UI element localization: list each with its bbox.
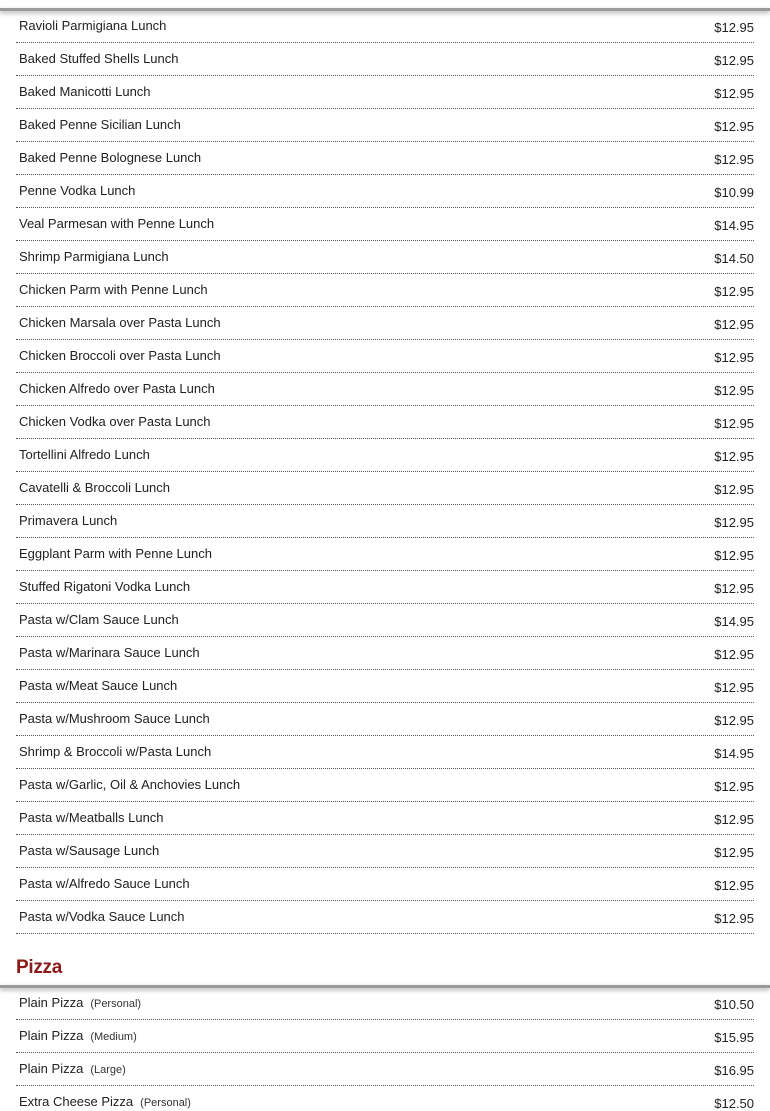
item-price: $12.95 bbox=[714, 119, 754, 134]
menu-item-row[interactable] bbox=[16, 1020, 754, 1053]
menu-item-row[interactable] bbox=[16, 987, 754, 1020]
item-price: $12.95 bbox=[714, 812, 754, 827]
menu-item-row[interactable] bbox=[16, 835, 754, 868]
menu-item-row[interactable] bbox=[16, 208, 754, 241]
menu-item-row[interactable] bbox=[16, 901, 754, 934]
menu-item-row[interactable] bbox=[16, 43, 754, 76]
pizza-list bbox=[16, 987, 754, 1111]
item-name: Chicken Marsala over Pasta Lunch bbox=[19, 315, 221, 330]
item-size: (Medium) bbox=[90, 1031, 137, 1043]
item-price: $14.95 bbox=[714, 218, 754, 233]
item-price: $12.95 bbox=[714, 53, 754, 68]
item-name: Pasta w/Meatballs Lunch bbox=[19, 810, 164, 825]
item-name: Tortellini Alfredo Lunch bbox=[19, 447, 150, 462]
pizza-section-title: Pizza bbox=[16, 957, 63, 978]
menu-item-row[interactable] bbox=[16, 142, 754, 175]
item-price: $12.95 bbox=[714, 416, 754, 431]
lunch-pasta-list bbox=[16, 10, 754, 934]
item-price: $12.95 bbox=[714, 713, 754, 728]
item-name: Chicken Broccoli over Pasta Lunch bbox=[19, 348, 221, 363]
item-name-group bbox=[16, 1086, 191, 1111]
menu-item-row[interactable] bbox=[16, 109, 754, 142]
item-price: $12.95 bbox=[714, 482, 754, 497]
item-price: $16.95 bbox=[714, 1063, 754, 1078]
item-name: Chicken Alfredo over Pasta Lunch bbox=[19, 381, 215, 396]
item-price: $12.95 bbox=[714, 383, 754, 398]
item-name: Baked Stuffed Shells Lunch bbox=[19, 51, 179, 66]
item-name: Pasta w/Vodka Sauce Lunch bbox=[19, 909, 185, 924]
menu-item-row[interactable] bbox=[16, 868, 754, 901]
menu-item-row[interactable] bbox=[16, 274, 754, 307]
item-size: (Personal) bbox=[140, 1097, 191, 1109]
menu-item-row[interactable] bbox=[16, 604, 754, 637]
item-name: Baked Manicotti Lunch bbox=[19, 84, 151, 99]
item-price: $12.95 bbox=[714, 647, 754, 662]
item-name-group bbox=[16, 987, 141, 1012]
item-name: Penne Vodka Lunch bbox=[19, 183, 136, 198]
menu-item-row[interactable] bbox=[16, 439, 754, 472]
item-name: Pasta w/Mushroom Sauce Lunch bbox=[19, 711, 210, 726]
menu-item-row[interactable] bbox=[16, 1053, 754, 1086]
menu-item-row[interactable] bbox=[16, 406, 754, 439]
item-name: Pasta w/Alfredo Sauce Lunch bbox=[19, 876, 190, 891]
item-name: Primavera Lunch bbox=[19, 513, 118, 528]
item-price: $12.95 bbox=[714, 449, 754, 464]
menu-item-row[interactable] bbox=[16, 571, 754, 604]
item-name: Eggplant Parm with Penne Lunch bbox=[19, 546, 212, 561]
item-name-group bbox=[16, 1020, 137, 1045]
item-name: Plain Pizza bbox=[19, 1028, 84, 1043]
item-name: Pasta w/Garlic, Oil & Anchovies Lunch bbox=[19, 777, 241, 792]
item-price: $12.95 bbox=[714, 581, 754, 596]
item-price: $12.95 bbox=[714, 878, 754, 893]
item-price: $12.95 bbox=[714, 548, 754, 563]
item-price: $14.50 bbox=[714, 251, 754, 266]
item-size: (Large) bbox=[90, 1064, 126, 1076]
menu-item-row[interactable] bbox=[16, 472, 754, 505]
item-name: Pasta w/Marinara Sauce Lunch bbox=[19, 645, 200, 660]
item-price: $12.95 bbox=[714, 284, 754, 299]
menu-item-row[interactable] bbox=[16, 340, 754, 373]
item-name: Baked Penne Sicilian Lunch bbox=[19, 117, 181, 132]
menu-item-row[interactable] bbox=[16, 76, 754, 109]
item-name: Chicken Parm with Penne Lunch bbox=[19, 282, 208, 297]
item-price: $15.95 bbox=[714, 1030, 754, 1045]
item-price: $12.95 bbox=[714, 86, 754, 101]
item-price: $10.50 bbox=[714, 997, 754, 1012]
item-price: $14.95 bbox=[714, 614, 754, 629]
item-price: $12.95 bbox=[714, 680, 754, 695]
item-price: $12.95 bbox=[714, 317, 754, 332]
item-price: $12.95 bbox=[714, 779, 754, 794]
item-price: $12.95 bbox=[714, 152, 754, 167]
menu-item-row[interactable] bbox=[16, 307, 754, 340]
item-name: Pasta w/Sausage Lunch bbox=[19, 843, 160, 858]
menu-item-row[interactable] bbox=[16, 373, 754, 406]
menu-item-row[interactable] bbox=[16, 175, 754, 208]
menu-item-row[interactable] bbox=[16, 802, 754, 835]
item-size: (Personal) bbox=[90, 998, 142, 1010]
item-name: Chicken Vodka over Pasta Lunch bbox=[19, 414, 211, 429]
item-price: $12.95 bbox=[714, 845, 754, 860]
item-name-group bbox=[16, 1053, 126, 1078]
menu-item-row[interactable] bbox=[16, 769, 754, 802]
item-name: Pasta w/Meat Sauce Lunch bbox=[19, 678, 178, 693]
item-name: Extra Cheese Pizza bbox=[19, 1094, 134, 1109]
item-name: Stuffed Rigatoni Vodka Lunch bbox=[19, 579, 191, 594]
item-price: $12.95 bbox=[714, 515, 754, 530]
item-name: Plain Pizza bbox=[19, 995, 84, 1010]
item-name: Pasta w/Clam Sauce Lunch bbox=[19, 612, 179, 627]
item-price: $12.95 bbox=[714, 911, 754, 926]
item-price: $10.99 bbox=[714, 185, 754, 200]
item-name: Plain Pizza bbox=[19, 1061, 84, 1076]
menu-item-row[interactable] bbox=[16, 538, 754, 571]
menu-item-row[interactable] bbox=[16, 670, 754, 703]
item-name: Shrimp Parmigiana Lunch bbox=[19, 249, 169, 264]
item-price: $14.95 bbox=[714, 746, 754, 761]
menu-item-row[interactable] bbox=[16, 505, 754, 538]
menu-item-row[interactable] bbox=[16, 10, 754, 43]
menu-item-row[interactable] bbox=[16, 241, 754, 274]
menu-item-row[interactable] bbox=[16, 703, 754, 736]
item-price: $12.95 bbox=[714, 350, 754, 365]
item-name: Ravioli Parmigiana Lunch bbox=[19, 18, 167, 33]
item-name: Baked Penne Bolognese Lunch bbox=[19, 150, 202, 165]
item-name: Cavatelli & Broccoli Lunch bbox=[19, 480, 171, 495]
item-price: $12.50 bbox=[714, 1096, 754, 1111]
item-price: $12.95 bbox=[714, 20, 754, 35]
menu-item-row[interactable] bbox=[16, 736, 754, 769]
item-name: Veal Parmesan with Penne Lunch bbox=[19, 216, 215, 231]
menu-item-row[interactable] bbox=[16, 1086, 754, 1111]
item-name: Shrimp & Broccoli w/Pasta Lunch bbox=[19, 744, 212, 759]
menu-item-row[interactable] bbox=[16, 637, 754, 670]
